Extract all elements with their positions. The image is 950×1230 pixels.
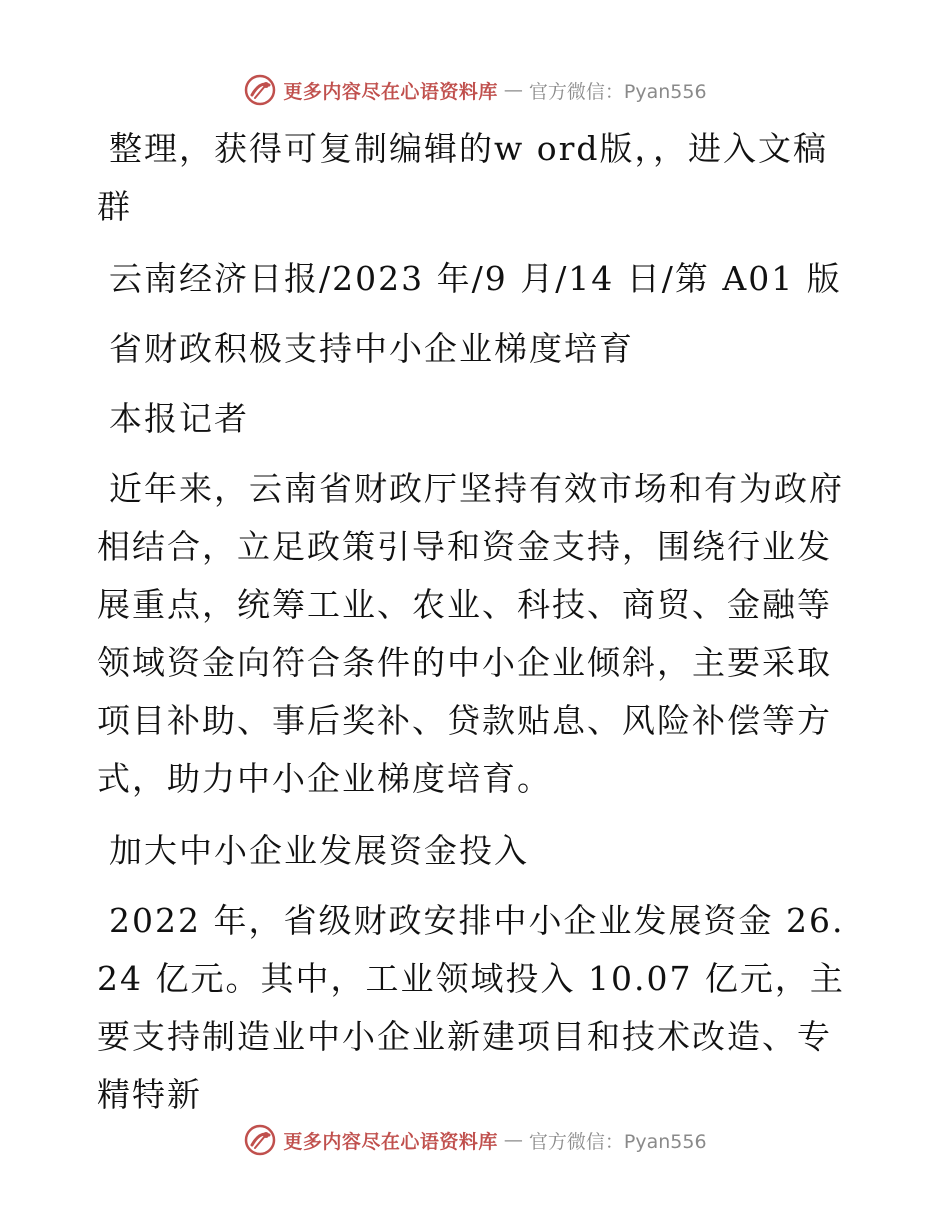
banner-brand-text: 更多内容尽在心语资料库 xyxy=(283,80,498,103)
article-title: 省财政积极支持中小企业梯度培育 xyxy=(109,329,634,368)
document-body xyxy=(97,120,852,1138)
brand-logo-icon xyxy=(243,73,277,107)
banner-dash: — xyxy=(503,1129,523,1151)
footer-banner xyxy=(0,1120,950,1160)
brand-logo-icon xyxy=(243,1123,277,1157)
banner-contact-text: 官方微信：Pyan556 xyxy=(528,1130,707,1153)
intro-note: 整理，获得可复制编辑的w ord版，，进入文稿群 xyxy=(97,129,829,226)
banner-brand-text: 更多内容尽在心语资料库 xyxy=(283,1130,498,1153)
banner-dash: — xyxy=(503,79,523,101)
section-heading: 加大中小企业发展资金投入 xyxy=(109,831,529,870)
byline: 本报记者 xyxy=(109,399,249,438)
body-paragraph: 2022 年，省级财政安排中小企业发展资金 26.24 亿元。其中，工业领域投入 10.07 亿元，主要支持制造业中小企业新建项目和技术改造、专精特新 xyxy=(97,901,845,1114)
header-banner xyxy=(0,70,950,110)
body-paragraph: 近年来，云南省财政厅坚持有效市场和有为政府相结合，立足政策引导和资金支持，围绕行业发展重点，统筹工业、农业、科技、商贸、金融等领域资金向符合条件的中小企业倾斜，主要采取项目补助、事后奖补、贷款贴息、风险补偿等方式，助力中小企业梯度培育。 xyxy=(97,469,844,798)
banner-contact-text: 官方微信：Pyan556 xyxy=(528,80,707,103)
source-line: 云南经济日报/2023 年/9 月/14 日/第 A01 版 xyxy=(109,259,842,298)
